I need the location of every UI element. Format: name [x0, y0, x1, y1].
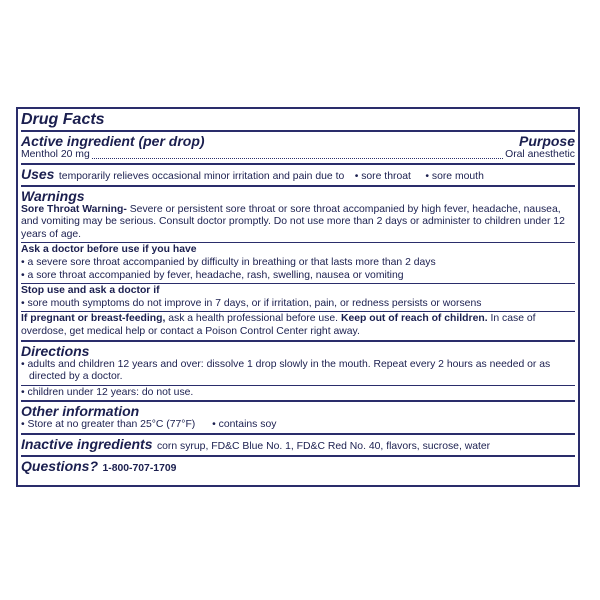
sore-throat-warning	[21, 204, 575, 242]
inactive-ingredients-heading: Inactive ingredients	[21, 435, 153, 452]
drug-facts-panel	[16, 107, 580, 487]
directions-section	[21, 340, 575, 385]
stop-use-heading: Stop use and ask a doctor if	[21, 285, 160, 297]
directions-children-section	[21, 385, 575, 401]
inactive-ingredients-text: corn syrup, FD&C Blue No. 1, FD&C Red No. 40, flavors, sucrose, water	[156, 440, 491, 452]
uses-text: temporarily relieves occasional minor irritation and pain due to	[58, 170, 345, 182]
directions-item: • children under 12 years: do not use.	[21, 386, 194, 398]
pregnancy-label: If pregnant or breast-feeding,	[21, 313, 166, 325]
directions-item: • adults and children 12 years and over: dissolve 1 drop slowly in the mouth. Repeat every 2 hours as needed or as directed by a doctor.	[21, 358, 551, 383]
uses-item: • sore mouth	[425, 170, 484, 182]
directions-heading: Directions	[21, 342, 90, 359]
purpose-heading: Purpose	[518, 133, 575, 149]
uses-item: • sore throat	[354, 170, 411, 182]
questions-phone: 1-800-707-1709	[102, 462, 177, 474]
drug-facts-title-section	[21, 109, 575, 130]
active-ingredient-section	[21, 130, 575, 163]
pregnancy-section	[21, 311, 575, 339]
sore-throat-warning-text: Severe or persistent sore throat or sore throat accompanied by high fever, headache, nausea, and vomiting may be serious. Consult doctor promptly. Do not use more than 2 days or administer to children under 12 years of age.	[21, 203, 565, 240]
active-ingredient-value: Menthol 20 mg	[21, 149, 90, 160]
ask-doctor-item: • a severe sore throat accompanied by difficulty in breathing or that lasts more than 2 days	[21, 256, 436, 268]
other-info-item: • contains soy	[212, 419, 277, 431]
ask-doctor-heading: Ask a doctor before use if you have	[21, 244, 197, 256]
pregnancy-warning	[21, 313, 575, 338]
pregnancy-text: ask a health professional before use.	[165, 313, 341, 325]
drug-facts-title: Drug Facts	[21, 111, 105, 128]
uses-heading: Uses	[21, 165, 55, 182]
uses-section	[21, 163, 575, 185]
other-info-heading: Other information	[21, 403, 140, 420]
sore-throat-warning-label: Sore Throat Warning-	[21, 203, 127, 215]
warnings-section	[21, 185, 575, 243]
questions-section	[21, 455, 575, 477]
purpose-value: Oral anesthetic	[505, 149, 575, 160]
ask-doctor-item: • a sore throat accompanied by fever, headache, rash, swelling, nausea or vomiting	[21, 269, 404, 281]
stop-use-item: • sore mouth symptoms do not improve in 7 days, or if irritation, pain, or redness persists or worsens	[21, 297, 482, 309]
ask-doctor-section	[21, 242, 575, 283]
active-ingredient-heading: Active ingredient (per drop)	[21, 133, 205, 149]
overdose-text: In case of overdose, get medical help or contact a Poison Control Center right away.	[21, 313, 536, 337]
warnings-heading: Warnings	[21, 187, 85, 204]
stop-use-section	[21, 283, 575, 311]
other-info-item: • Store at no greater than 25°C (77°F)	[21, 419, 196, 431]
dot-leader	[92, 158, 503, 159]
other-info-section	[21, 400, 575, 433]
keep-out-label: Keep out of reach of children.	[340, 313, 488, 325]
inactive-ingredients-section	[21, 433, 575, 455]
questions-heading: Questions?	[21, 457, 99, 474]
